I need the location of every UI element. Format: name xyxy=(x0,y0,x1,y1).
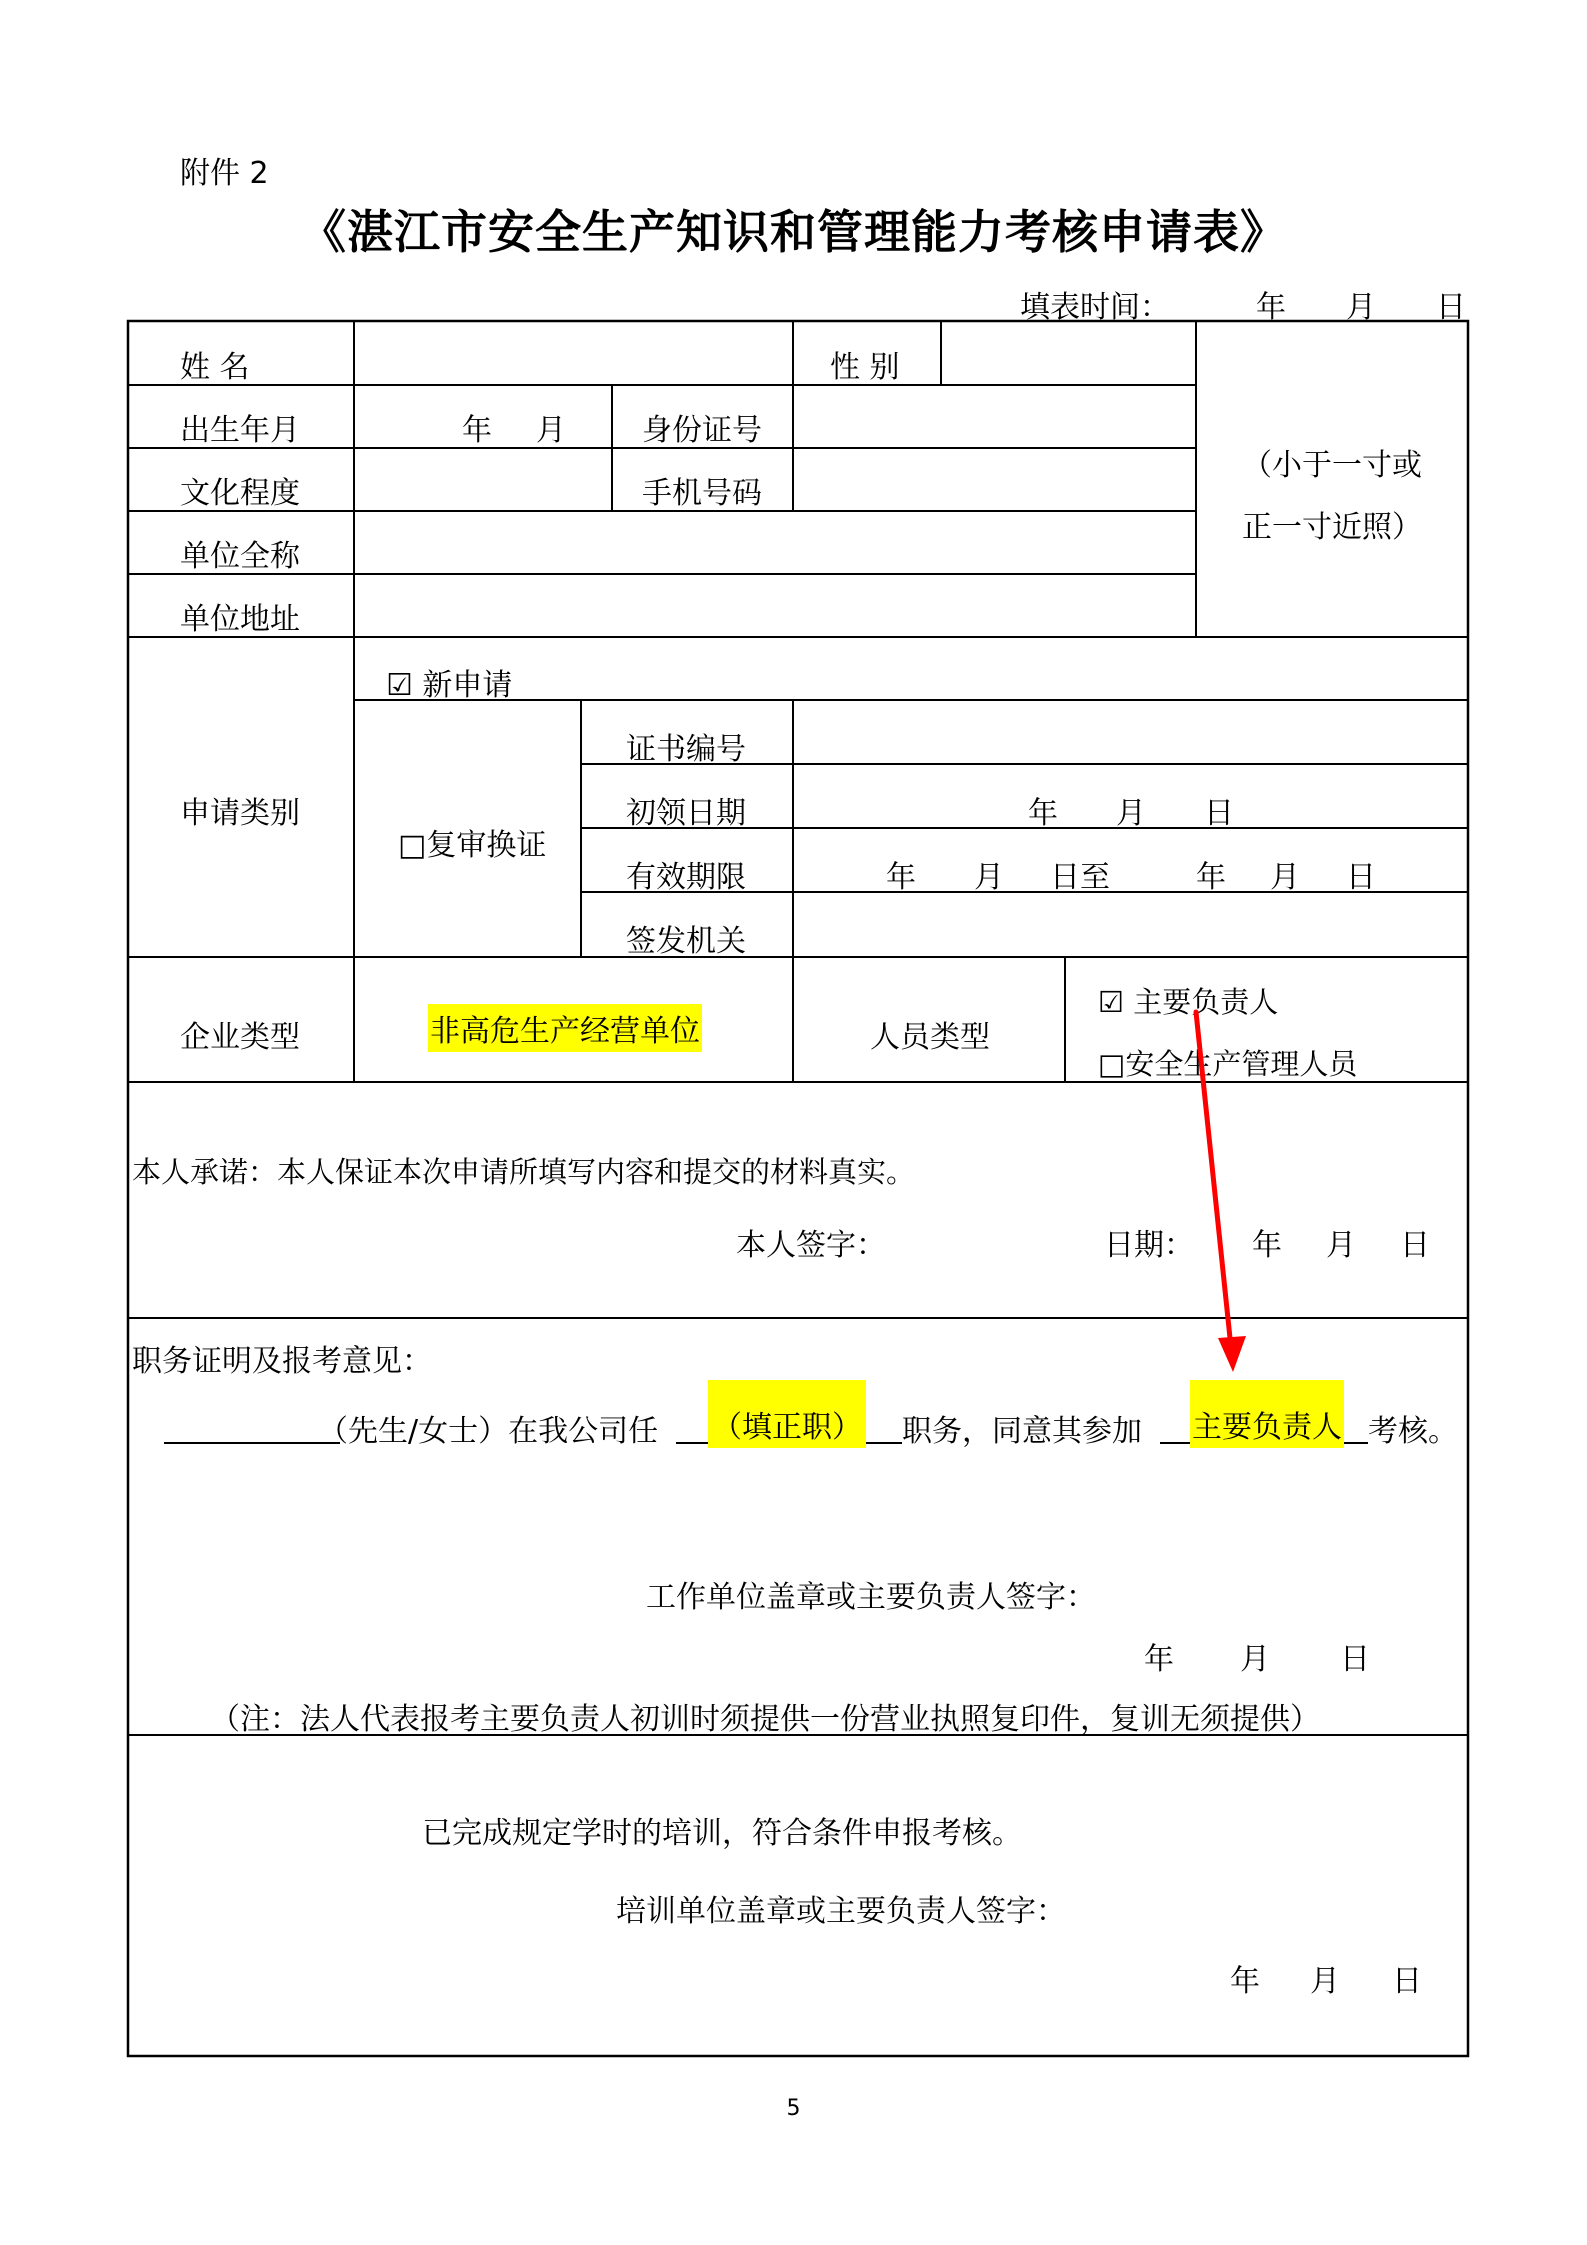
application-type-label: 申请类别 xyxy=(180,796,300,831)
fill-year-label: 年 xyxy=(1256,290,1286,325)
fill-time-label: 填表时间： xyxy=(1020,290,1170,325)
pledge-text: 本人承诺：本人保证本次申请所填写内容和提交的材料真实。 xyxy=(132,1155,916,1189)
issuer-label: 签发机关 xyxy=(626,924,746,959)
employer-month: 月 xyxy=(1240,1642,1270,1677)
training-completed-text: 已完成规定学时的培训，符合条件申报考核。 xyxy=(422,1816,1022,1851)
form-title: 《湛江市安全生产知识和管理能力考核申请表》 xyxy=(300,205,1287,259)
phone-label: 手机号码 xyxy=(642,476,762,511)
fill-position-value: （填正职） xyxy=(708,1380,866,1448)
training-month: 月 xyxy=(1310,1964,1340,1999)
principal-checkbox[interactable]: ☑ 主要负责人 xyxy=(1098,985,1279,1019)
employer-year: 年 xyxy=(1144,1642,1174,1677)
training-seal-label: 培训单位盖章或主要负责人签字： xyxy=(616,1894,1066,1929)
education-label: 文化程度 xyxy=(180,476,300,511)
name-label: 姓 名 xyxy=(180,350,250,385)
validity-end-day: 日 xyxy=(1346,860,1376,895)
position-heading: 职务证明及报考意见： xyxy=(132,1344,432,1379)
page-number: 5 xyxy=(786,2096,801,2121)
employer-seal-label: 工作单位盖章或主要负责人签字： xyxy=(646,1580,1096,1615)
validity-label: 有效期限 xyxy=(626,860,746,895)
exam-suffix: 考核。 xyxy=(1368,1414,1458,1449)
pledge-day: 日 xyxy=(1400,1228,1430,1263)
gender-label: 性 别 xyxy=(830,350,900,385)
person-type-label: 人员类型 xyxy=(870,1020,990,1055)
enterprise-type-label: 企业类型 xyxy=(180,1020,300,1055)
unit-name-label: 单位全称 xyxy=(180,539,300,574)
attachment-label: 附件 2 xyxy=(180,156,269,191)
validity-end-month: 月 xyxy=(1270,860,1300,895)
id-number-label: 身份证号 xyxy=(642,413,762,448)
employer-day: 日 xyxy=(1340,1642,1370,1677)
validity-end-year: 年 xyxy=(1196,860,1226,895)
training-year: 年 xyxy=(1230,1964,1260,1999)
validity-start-year: 年 xyxy=(886,860,916,895)
training-day: 日 xyxy=(1392,1964,1422,1999)
first-issue-month: 月 xyxy=(1116,796,1146,831)
birth-month-label: 月 xyxy=(536,413,566,448)
first-issue-day: 日 xyxy=(1204,796,1234,831)
duty-text: 职务，同意其参加 xyxy=(902,1414,1142,1449)
unit-address-label: 单位地址 xyxy=(180,602,300,637)
new-application-checkbox[interactable]: ☑ 新申请 xyxy=(386,668,513,703)
pledge-month: 月 xyxy=(1326,1228,1356,1263)
certificate-number-label: 证书编号 xyxy=(626,732,746,767)
pledge-year: 年 xyxy=(1252,1228,1282,1263)
mr-ms-text: （先生/女士）在我公司任 xyxy=(318,1414,659,1449)
birth-year-label: 年 xyxy=(462,413,492,448)
exam-role-value: 主要负责人 xyxy=(1190,1380,1344,1448)
birth-label: 出生年月 xyxy=(180,413,300,448)
validity-start-month: 月 xyxy=(974,860,1004,895)
pledge-date-label: 日期： xyxy=(1104,1228,1194,1263)
renewal-checkbox[interactable]: □复审换证 xyxy=(398,828,547,863)
enterprise-type-value: 非高危生产经营单位 xyxy=(428,1004,702,1052)
fill-day-label: 日 xyxy=(1436,290,1466,325)
validity-start-day-to: 日至 xyxy=(1050,860,1110,895)
applicant-signature-label: 本人签字： xyxy=(736,1228,886,1263)
first-issue-year: 年 xyxy=(1028,796,1058,831)
photo-hint-line2: 正一寸近照） xyxy=(1242,510,1422,545)
fill-month-label: 月 xyxy=(1346,290,1376,325)
photo-hint-line1: （小于一寸或 xyxy=(1242,448,1422,483)
legal-rep-note: （注：法人代表报考主要负责人初训时须提供一份营业执照复印件，复训无须提供） xyxy=(210,1702,1320,1737)
safety-manager-checkbox[interactable]: □安全生产管理人员 xyxy=(1098,1047,1358,1081)
first-issue-date-label: 初领日期 xyxy=(626,796,746,831)
